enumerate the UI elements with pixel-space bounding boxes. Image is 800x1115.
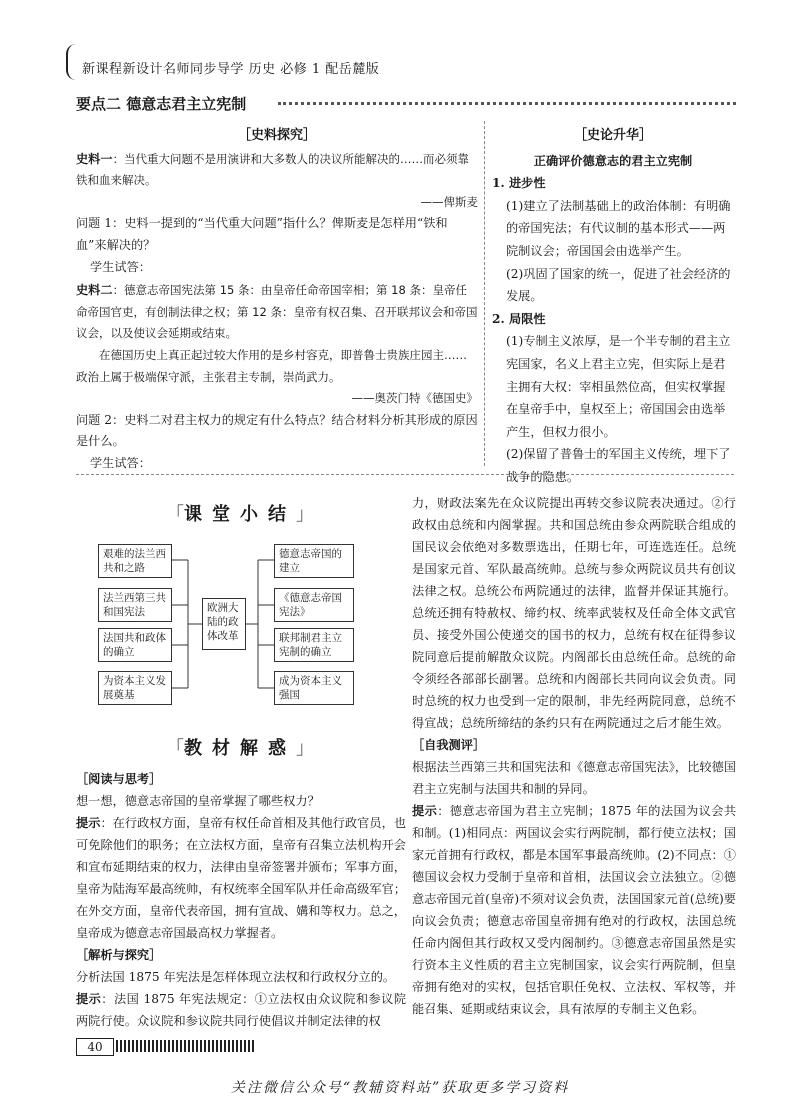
analysis-answer-continued: 力，财政法案先在众议院提出再转交参议院表决通过。②行政权由总统和内阁掌握。共和国总统由参众两院联合组成的国民议会依绝对多数票选出，任期七年，可连选连任。总统是国家元首、军队最高统帅。总统与参众两院议员共有创议法律之权。总统公布两院通过的法律，监督并保证其施行。总统还拥有特赦权、缔约权、统率武装权及任命全体文武官员、接受外国公使递交的国书的权力，总统有权在征得参议院同意后提前解散众议院。内阁部长由总统任命。总统的命令须经各部部长副署。总统和内阁部长共同向议会负责。同时总统的权力也受到一定的限制，非先经两院同意，总统不得宣战；总统所缔结的条约只有在两院通过之后才能生效。 xyxy=(412,496,736,730)
limits-point-2: (2)保留了普鲁士的军国主义传统，埋下了战争的隐患。 xyxy=(506,447,731,484)
running-header: 新课程新设计名师同步导学 历史 必修 1 配岳麓版 xyxy=(82,62,380,77)
diagram-node-left-4: 为资本主义发展奠基 xyxy=(98,671,172,705)
box-label: ［史料探究］ xyxy=(237,128,316,143)
column-divider xyxy=(484,121,485,466)
summary-banner: 「课堂小结」 xyxy=(166,504,314,525)
diagram-node-right-2: 《德意志帝国宪法》 xyxy=(274,588,354,622)
self-test-answer: 提示：德意志帝国为君主立宪制；1875 年的法国为议会共和制。(1)相同点：两国议会实行两院制，都行使立法权；国家元首拥有行政权，都是本国军事最高统帅。(2)不同点：①德国议会权力受制于皇帝和首相，法国议会立法独立。②德意志帝国元首(皇帝)不须对议会负责，法国国家元首(总统)要向议会负责；德意志帝国皇帝拥有绝对的行政权，法国总统任命内阁但其行政权又受内阁制约。③德意志帝国虽然是实行资本主义性质的君主立宪制国家，议会实行两院制，但皇帝拥有绝对的实权，包括官职任免权、立法权、军权等，并能召集、延期或结束议会，具有浓厚的专制主义色彩。 xyxy=(412,804,737,1016)
theory-heading: 正确评价德意志的君主立宪制 xyxy=(533,153,693,168)
progress-point-2: (2)巩固了国家的统一，促进了社会经济的发展。 xyxy=(506,266,731,304)
analysis-question: 分析法国 1875 年宪法是怎样体现立法权和行政权分立的。 xyxy=(76,970,396,984)
summary-diagram xyxy=(98,540,388,715)
source-one: 史料一：当代重大问题不是用演讲和大多数人的决议所能解决的……而必须靠铁和血来解决。 xyxy=(76,151,470,188)
footer-note: 关注微信公众号“教辅资料站”获取更多学习资料 xyxy=(230,1080,570,1096)
diagram-node-left-2: 法兰西第三共和国宪法 xyxy=(98,588,172,622)
read-think-question: 想一想，德意志帝国的皇帝掌握了哪些权力？ xyxy=(76,794,320,808)
student-answer-two: 学生试答： xyxy=(90,455,151,470)
read-think-label: ［阅读与思考］ xyxy=(76,772,162,786)
header-bracket xyxy=(66,44,80,80)
source-two-attribution: ——奥茨门特《德国史》 xyxy=(351,391,478,406)
diagram-node-right-3: 联邦制君主立宪制的确立 xyxy=(274,628,354,662)
question-two: 问题 2：史料二对君主权力的规定有什么特点？结合材料分析其形成的原因是什么。 xyxy=(76,412,478,449)
diagram-node-left-1: 艰难的法兰西共和之路 xyxy=(98,544,172,578)
right-column xyxy=(412,492,736,1020)
theory-box xyxy=(492,125,734,489)
limits-point-1: (1)专制主义浓厚，是一个半专制的君主立宪国家，名义上君主立宪，但实际上是君主拥有大权：宰相虽然位高，但实权掌握在皇帝手中，皇权至上；帝国国会由选举产生，但权力很小。 xyxy=(506,334,731,439)
progress-heading: 1. 进步性 xyxy=(492,176,546,191)
section-rule xyxy=(278,102,736,105)
source-inquiry-box xyxy=(76,125,478,475)
student-answer-one: 学生试答： xyxy=(90,259,151,274)
diagram-node-right-4: 成为资本主义强国 xyxy=(274,671,354,705)
textbook-banner: 「教材解惑」 xyxy=(166,738,314,759)
limits-heading: 2. 局限性 xyxy=(492,311,546,326)
source-two: 史料二：德意志帝国宪法第 15 条：由皇帝任命帝国宰相；第 18 条：皇帝任命帝国官吏，有创制法律之权；第 12 条：皇帝有权召集、召开联邦议会和帝国议会，以及使议会延期或结束。 xyxy=(76,283,478,341)
source-one-attribution: ——俾斯麦 xyxy=(420,194,478,209)
section-divider xyxy=(76,474,734,475)
self-test-label: ［自我测评］ xyxy=(412,738,486,752)
analysis-answer: 提示：法国 1875 年宪法规定：①立法权由众议院和参议院两院行使。众议院和参议院共同行使倡议并制定法律的权 xyxy=(76,992,407,1028)
read-think-answer: 提示：在行政权方面，皇帝有权任命首相及其他行政官员，也可免除他们的职务；在立法权方面，皇帝有召集立法机构开会和宣布延期结束的权力，法律由皇帝签署并颁布；军事方面，皇帝为陆海军最高统帅，有权统率全国军队并任命高级军官；在外交方面，皇帝代表帝国，拥有宣战、媾和等权力。总之，皇帝成为德意志帝国最高权力掌握者。 xyxy=(76,816,407,940)
box-label: ［史论升华］ xyxy=(573,128,652,143)
analysis-label: ［解析与探究］ xyxy=(76,948,162,962)
diagram-node-right-1: 德意志帝国的建立 xyxy=(274,544,354,578)
section-title: 要点二 德意志君主立宪制 xyxy=(76,95,247,113)
textbook-section xyxy=(76,768,406,1032)
diagram-node-left-3: 法国共和政体的确立 xyxy=(98,628,172,662)
progress-point-1: (1)建立了法制基础上的政治体制：有明确的帝国宪法；有代议制的基本形式——两院制议会；帝国国会由选举产生。 xyxy=(506,198,731,258)
diagram-center-node: 欧洲大陆的政体改革 xyxy=(202,598,246,650)
self-test-question: 根据法兰西第三共和国宪法和《德意志帝国宪法》，比较德国君主立宪制与法国共和制的异同。 xyxy=(412,760,736,796)
question-one: 问题 1：史料一提到的“当代重大问题”指什么？俾斯麦是怎样用“铁和血”来解决的？ xyxy=(76,216,448,252)
source-two-paragraph: 在德国历史上真正起过较大作用的是乡村容克，即普鲁士贵族庄园主……政治上属于极端保守派，主张君主专制，崇尚武力。 xyxy=(76,347,467,384)
page-number: 40 xyxy=(76,1038,114,1056)
